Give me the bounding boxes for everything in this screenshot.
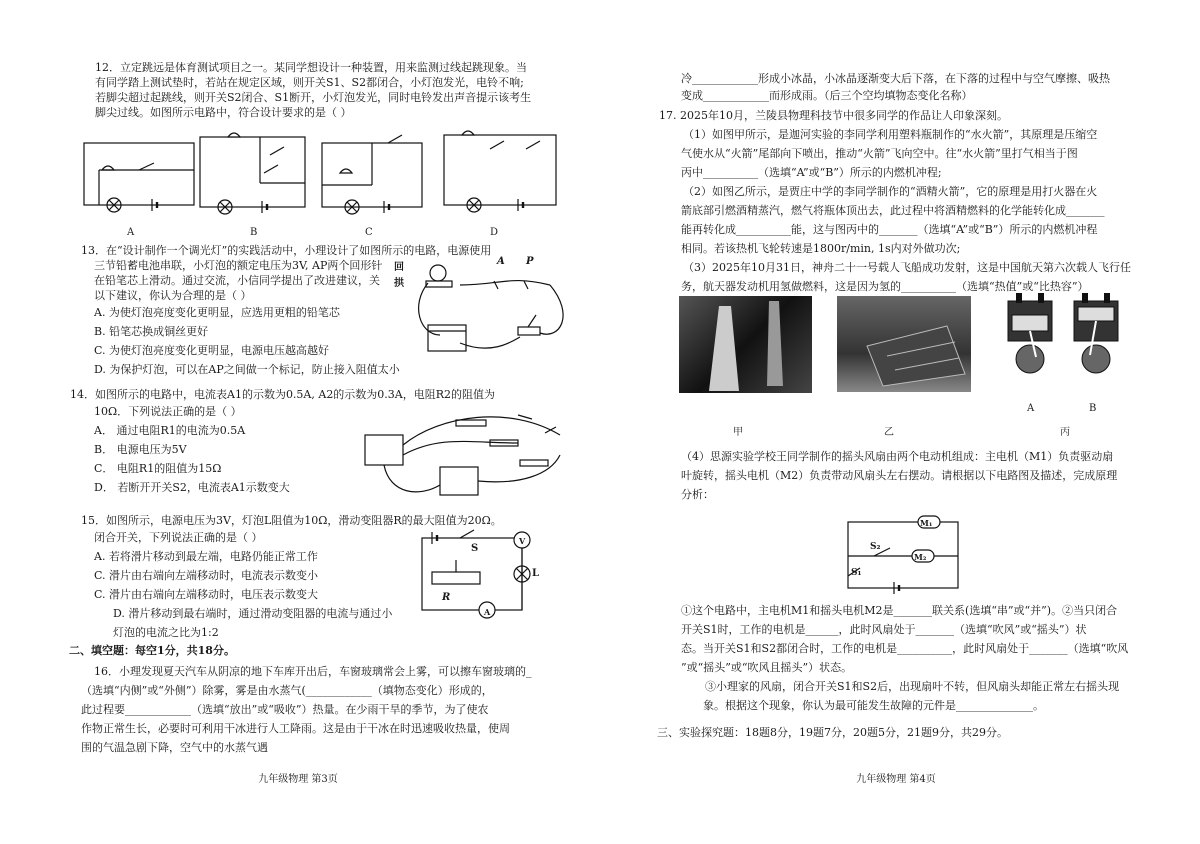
- q17-part4: [681, 447, 1117, 504]
- engine-a: [1008, 293, 1052, 373]
- q17-line: 务，航天器发动机用氢做燃料，这是因为氢的__________（选填“热值”或“比热容”）: [681, 280, 1089, 293]
- q17-4-line: （4）思源实验学校王同学制作的摇头风扇由两个电动机组成：主电机（M1）负责驱动扇: [681, 450, 1114, 463]
- q13-label-p: P: [526, 256, 534, 267]
- q15-line: 15．如图所示，电源电压为3V，灯泡L阻值为10Ω，滑动变阻器R的最大阻值为20Ω。: [81, 514, 502, 527]
- circuit-b: [200, 133, 305, 214]
- q16-line: 此过程要____________（选填“放出”或“吸收”）热量。在少雨干旱的季节，为了使农: [81, 703, 489, 716]
- q12-line: 脚尖过线。如图所示电路中，符合设计要求的是（ ）: [95, 106, 352, 119]
- question-16: [81, 662, 532, 757]
- circuit-a: [84, 143, 194, 212]
- q17-line: 能再转化成__________能，这与图丙中的_______（选填“A”或“B”）所示的内燃机冲程: [681, 223, 1098, 236]
- q17-line: （2）如图乙所示，是贾庄中学的李同学制作的“酒精火箭”，它的原理是用打火器在火: [683, 185, 1098, 198]
- switch-s1-label: S₁: [851, 568, 862, 578]
- q15-label-r: R: [442, 592, 451, 603]
- engine-label-b: B: [1089, 403, 1097, 414]
- q13-option: D. 为保护灯泡，可以在AP之间做一个标记，防止接入阻值太小: [94, 363, 400, 376]
- q17-sub-line: 态。当开关S1和S2都闭合时，工作的电机是__________，此时风扇处于_______（选填“吹风: [681, 642, 1129, 655]
- q13-line: 以下建议，你认为合理的是（ ）: [94, 289, 252, 302]
- section-2-heading: 二、填空题：每空1分，共18分。: [69, 644, 235, 657]
- engine-label-a: A: [1027, 403, 1035, 414]
- q15-label-a: A: [484, 607, 491, 617]
- option-b-label: B: [250, 227, 258, 238]
- q15-circuit: [412, 528, 572, 628]
- q17-sub-line: 开关S1时，工作的电机是______，此时风扇处于_______（选填“吹风”或“摇头”）状: [681, 623, 1087, 636]
- q17-sub-line: 象。根据这个现象，你认为最可能发生故障的元件是______________。: [703, 699, 1044, 712]
- q16-line: （选填“内侧”或“外侧”）除雾，雾是由水蒸气(____________（填物态变化）形成的，: [81, 684, 493, 697]
- q17-line: 丙中__________（选填“A”或“B”）所示的内燃机冲程;: [681, 166, 942, 179]
- q16-cont-line: 冷____________形成小冰晶，小冰晶逐渐变大后下落，在下落的过程中与空气摩擦、吸热: [681, 72, 1110, 85]
- caption-jia: 甲: [733, 427, 743, 438]
- q16-line: 16．小理发现夏天汽车从阴凉的地下车库开出后，车窗玻璃常会上雾，可以擦车窗玻璃的_: [94, 665, 532, 678]
- q14-circuit: [360, 405, 580, 505]
- section-3-heading: 三、实验探究题：18题8分，19题7分，20题5分，21题9分，共29分。: [657, 726, 1008, 739]
- option-d-label: D: [490, 227, 499, 238]
- q13-edge-text: 回: [394, 262, 404, 273]
- q17-line: （1）如图甲所示，是迦河实验的李同学利用塑料瓶制作的“水火箭”，其原理是压缩空: [683, 128, 1098, 141]
- page-footer: 九年级物理 第3页: [258, 774, 338, 785]
- engine-b: [1074, 293, 1118, 373]
- q12-line: 12．立定跳远是体育测试项目之一。某同学想设计一种装置，用来监测过线起跳现象。当: [95, 61, 527, 74]
- q15-line: 闭合开关，下列说法正确的是（ ）: [94, 531, 263, 544]
- q16-cont-line: 变成____________而形成雨。（后三个空均填物态变化名称）: [681, 89, 973, 102]
- q17-sub-line: ③小理家的风扇，闭合开关S1和S2后，出现扇叶不转，但风扇头却能正常左右摇头现: [705, 680, 1120, 693]
- q15-option: D. 滑片移动到最右端时，通过滑动变阻器的电流与通过小: [113, 607, 393, 620]
- q17-line: 相同。若该热机飞轮转速是1800r/min, 1s内对外做功次;: [681, 242, 961, 255]
- q15-label-s: S: [471, 543, 479, 554]
- switch-s2-label: S₂: [870, 542, 881, 552]
- caption-yi: 乙: [884, 427, 894, 438]
- q14-option: A． 通过电阻R1的电流为0.5A: [94, 424, 246, 437]
- motor-m2-label: M₂: [914, 552, 927, 562]
- motor-m1-label: M₁: [920, 518, 933, 528]
- q12-line: 有同学踏上测试垫时，若站在规定区域，则开关S1、S2都闭合，小灯泡发光，电铃不响;: [95, 76, 524, 89]
- engine-stroke-diagrams: [998, 287, 1128, 397]
- page-footer: 九年级物理 第4页: [856, 774, 936, 785]
- question-17: [659, 106, 1131, 296]
- option-a-label: A: [127, 227, 135, 238]
- fan-circuit: [838, 516, 968, 596]
- q17-sub-line: ”或“摇头”或“吹风且摇头”）状态。: [681, 661, 853, 674]
- q15-label-v: V: [519, 536, 526, 546]
- q13-line: 在铅笔芯上滑动。通过交流，小信同学提出了改进建议，关: [94, 274, 380, 287]
- q13-option: A. 为使灯泡亮度变化更明显，应选用更粗的铅笔芯: [94, 306, 340, 319]
- q15-option: A. 若将滑片移动到最左端，电路仍能正常工作: [94, 550, 318, 563]
- photo-water-rocket: [679, 296, 812, 393]
- q13-dimmer-circuit: [400, 255, 580, 365]
- q14-option: C． 电阻R1的阻值为15Ω: [94, 462, 222, 475]
- q16-line: 作物正常生长，必要时可利用干冰进行人工降雨。这是由于干冰在时迅速吸收热量，使周: [81, 722, 510, 735]
- q15-option: C. 滑片由右端向左端移动时，电流表示数变小: [94, 569, 319, 582]
- q13-label-a: A: [497, 256, 505, 267]
- question-12: [95, 60, 531, 120]
- q15-option: 灯泡的电流之比为1:2: [113, 626, 219, 639]
- caption-bing: 丙: [1060, 427, 1070, 438]
- circuit-c: [322, 135, 422, 214]
- q13-line: 13．在“设计制作一个调光灯”的实践活动中，小理设计了如图所示的电路，电源使用: [81, 244, 492, 257]
- q17-sub-questions: [681, 601, 1128, 715]
- q17-4-line: 叶旋转，摇头电机（M2）负责带动风扇头左右摆动。请根据以下电路图及描述，完成原理: [681, 469, 1118, 482]
- q14-line: 14．如图所示的电路中，电流表A1的示数为0.5A, A2的示数为0.3A，电阻R2的阻值为: [70, 388, 496, 401]
- q15-option: C. 滑片由右端向左端移动时，电压表示数变大: [94, 588, 319, 601]
- q13-option: B. 铅笔芯换成铜丝更好: [94, 325, 209, 338]
- option-c-label: C: [365, 227, 373, 238]
- q17-line: 气使水从“火箭”尾部向下喷出，推动“火箭”飞向空中。往“水火箭”里打气相当于图: [681, 147, 1078, 160]
- q17-line: 17. 2025年10月，兰陵县物理科技节中很多同学的作品让人印象深刻。: [659, 109, 1008, 122]
- q12-line: 若脚尖超过起跳线，则开关S2闭合、S1断开，小灯泡发光，同时电铃发出声音提示该考生: [95, 91, 532, 104]
- question-16-continued: [681, 70, 1110, 104]
- q14-option: D． 若断开开关S2，电流表A1示数变大: [94, 481, 290, 494]
- page-4: [600, 0, 1200, 844]
- q13-option: C. 为使灯泡亮度变化更明显，电源电压越高越好: [94, 344, 330, 357]
- q16-line: 围的气温急剧下降，空气中的水蒸气遇: [81, 741, 268, 754]
- circuit-d: [444, 131, 556, 212]
- q14-option: B． 电源电压为5V: [94, 443, 187, 456]
- photo-alcohol-rocket: [837, 296, 971, 392]
- q17-sub-line: ①这个电路中，主电机M1和摇头电机M2是_______联关系(选填“串”或“并”)。②当只闭合: [681, 604, 1118, 617]
- q17-4-line: 分析：: [681, 488, 714, 501]
- q13-line: 三节铅蓄电池串联，小灯泡的额定电压为3V, AP两个回形针: [94, 259, 383, 272]
- q12-circuit-diagrams: [0, 125, 600, 235]
- q17-line: （3）2025年10月31日，神舟二十一号载人飞船成功发射，这是中国航天第六次载人飞行任: [683, 261, 1131, 274]
- q17-line: 箭底部引燃酒精蒸汽，燃气将瓶体顶出去，此过程中将酒精燃料的化学能转化成_______: [681, 204, 1105, 217]
- q15-label-l: L: [532, 568, 540, 579]
- q14-line: 10Ω．下列说法正确的是（ ）: [94, 405, 242, 418]
- q13-edge-text: 拱: [394, 278, 404, 289]
